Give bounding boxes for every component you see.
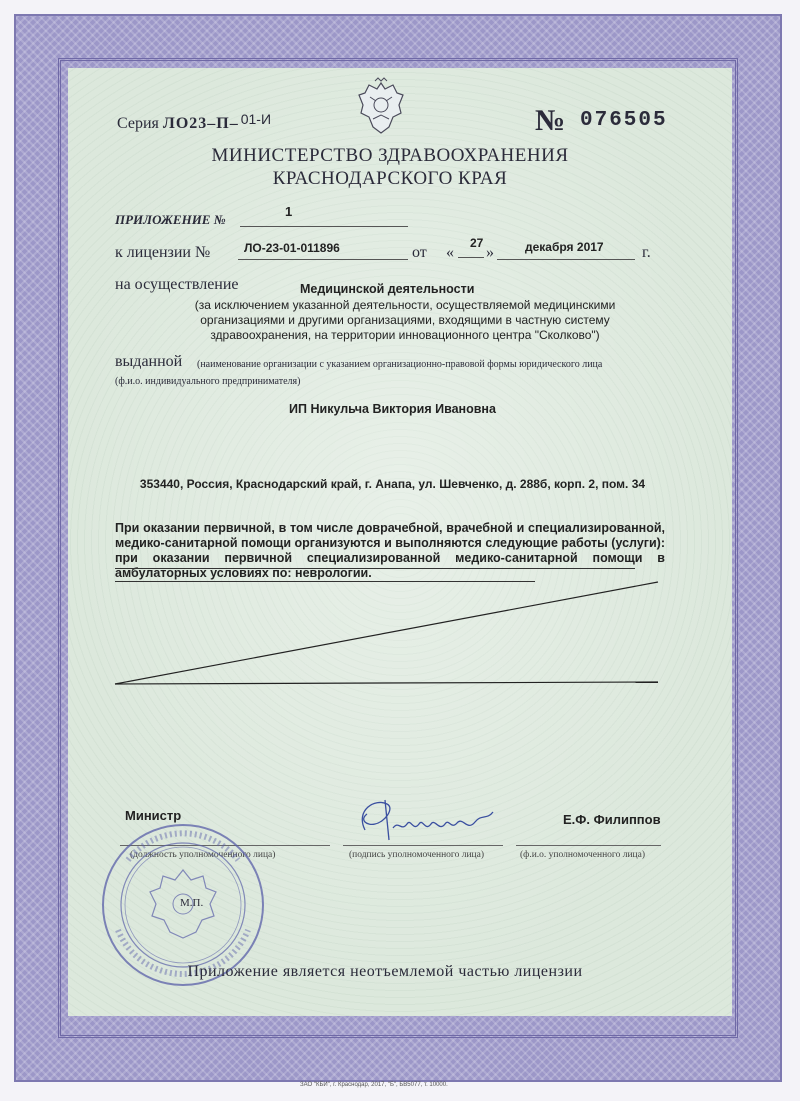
license-prefix: к лицензии № — [115, 244, 211, 261]
number-label: № — [535, 104, 566, 137]
activity-description: (за исключением указанной деятельности, осуществляемой медицинскими организациями и другими организациями, входящими в частную систему здравоохранения, на территории инновационного центра "Сколково") — [194, 298, 616, 342]
series-label: Серия — [117, 115, 159, 132]
activity-label: на осуществление — [115, 276, 239, 293]
license-number: ЛО-23-01-011896 — [244, 241, 340, 255]
activity-title: Медицинской деятельности — [300, 282, 475, 296]
coat-of-arms-icon — [355, 77, 407, 139]
license-holder-name: ИП Никульча Виктория Ивановна — [289, 402, 496, 416]
caption-signature: (подпись уполномоченного лица) — [349, 850, 485, 860]
appendix-label: ПРИЛОЖЕНИЕ № — [115, 212, 226, 227]
footer-note: Приложение является неотъемлемой частью лицензии — [187, 963, 583, 980]
license-holder-address: 353440, Россия, Краснодарский край, г. Анапа, ул. Шевченко, д. 288б, корп. 2, пом. 34 — [139, 477, 646, 491]
issued-label: выданной — [115, 353, 183, 370]
license-date-from-label: от — [412, 244, 427, 261]
signatory-position: Министр — [125, 808, 182, 823]
name-line — [516, 845, 661, 846]
ministry-line-1: МИНИСТЕРСТВО ЗДРАВООХРАНЕНИЯ — [211, 145, 569, 166]
issued-note-2: (ф.и.о. индивидуального предпринимателя) — [115, 376, 301, 387]
month-underline — [497, 259, 635, 260]
stamp-place-label: М.П. — [180, 897, 204, 909]
series-code: ЛО23–П– — [162, 115, 239, 132]
printer-imprint: ЗАО "КБИ", г. Краснодар, 2017, "Б", БВ5077, т. 10000. — [300, 1082, 448, 1088]
year-suffix: г. — [642, 244, 651, 261]
appendix-underline — [240, 226, 408, 227]
services-description: При оказании первичной, в том числе доврачебной, врачебной и специализированной, медико-санитарной помощи организуются и выполняются следующие работы (услуги): при оказании первичной специализированной медико-санитарной помощи в амбулаторных условиях по: неврологии. — [115, 521, 665, 580]
quote-close: » — [486, 244, 494, 261]
signatory-name: Е.Ф. Филиппов — [563, 812, 661, 827]
day-underline — [458, 257, 484, 258]
license-month-year: декабря 2017 — [525, 240, 604, 254]
handwritten-signature — [345, 790, 500, 852]
services-underline-2 — [115, 581, 535, 582]
license-number-underline — [238, 259, 408, 260]
appendix-number: 1 — [285, 204, 293, 219]
series-suffix: 01-И — [240, 111, 271, 127]
issued-note: (наименование организации с указанием организационно-правовой формы юридического лица — [197, 359, 603, 370]
ministry-line-2: КРАСНОДАРСКОГО КРАЯ — [272, 168, 508, 189]
caption-position: (должность уполномоченного лица) — [130, 850, 276, 860]
caption-name: (ф.и.о. уполномоченного лица) — [520, 850, 646, 860]
quote-open: « — [446, 244, 454, 261]
license-day: 27 — [470, 236, 484, 250]
form-number: 076505 — [580, 109, 668, 132]
issuing-authority — [120, 144, 660, 190]
series-label-row — [117, 111, 271, 133]
services-underline-1 — [115, 568, 635, 569]
